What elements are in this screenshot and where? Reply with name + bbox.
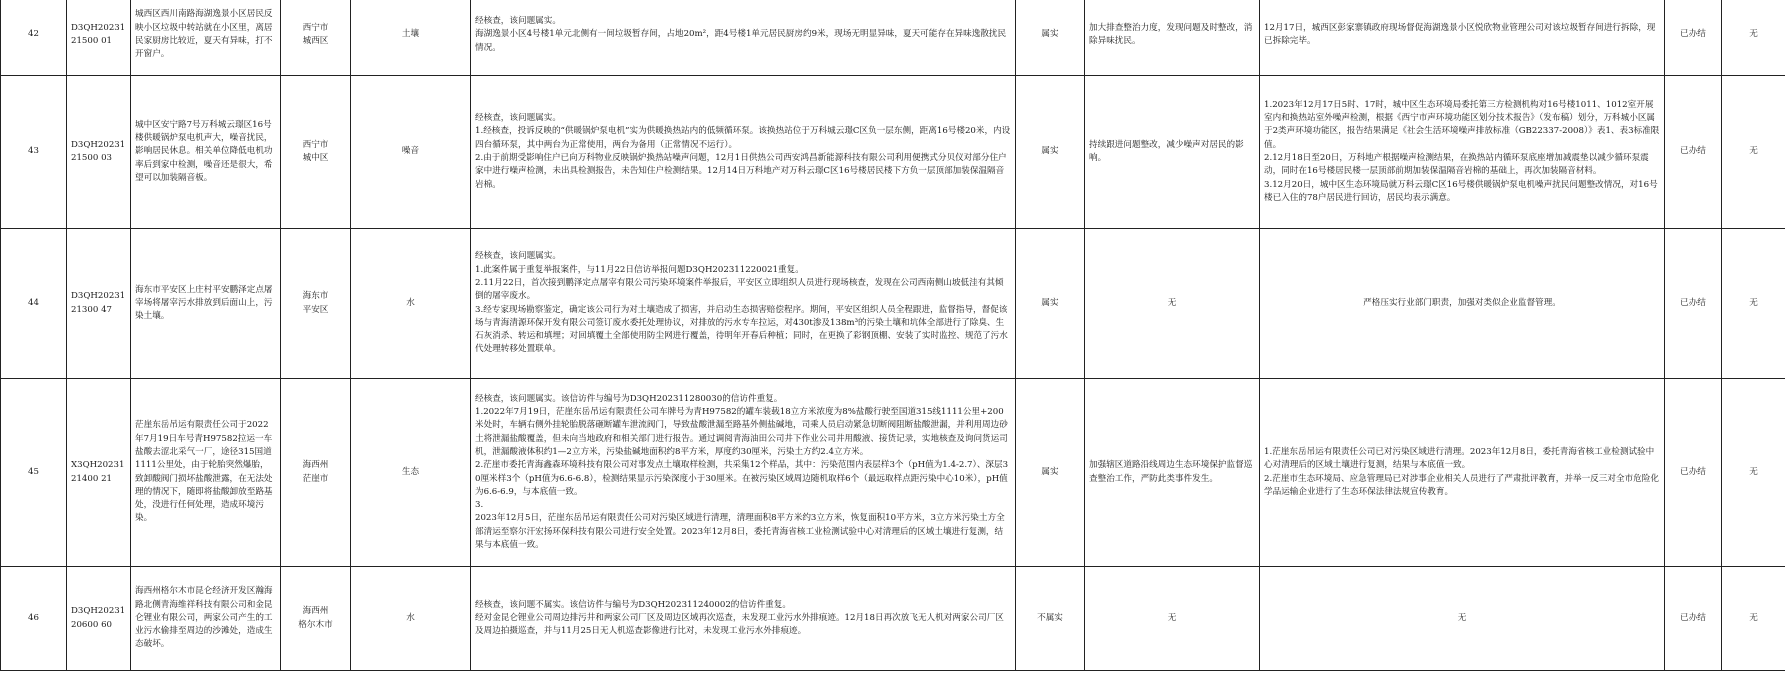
progress: 1.2023年12月17日5时、17时，城中区生态环境局委托第三方检测机构对16号楼1011、1012室开展室内和换热站室外噪声检测，根据《西宁市声环境功能区划分技术报告》（发布稿）划分，万科城小区属于2类声环境功能区，报告结果满足《社会生活环境噪声排放标准（GB22337-2008）》表1、表3标准限值。 2.12月18日至20日，万科地产根据噪声检测结果，在换热站内循环泵底座增加减震垫以减少循环泵震动，同时在16号楼居民楼一层顶部前期加装保温隔音岩棉的基础上，再次加装隔音材料。 3.12月20日，城中区生态环境局就万科云璟C区16号楼供暖锅炉泵电机噪声扰民问题整改情况，对16号楼已入住的78户居民进行回访，居民均表示满意。	[1260, 76, 1665, 229]
verdict: 属实	[1016, 76, 1085, 229]
rectification: 加大排查整治力度，发现问题及时整改，消除异味扰民。	[1085, 0, 1260, 76]
rectification: 加强辖区道路沿线周边生态环境保护监督巡查整治工作，严防此类事件发生。	[1085, 379, 1260, 567]
table-row	[1, 76, 1785, 229]
region: 海东市 平安区	[281, 229, 351, 379]
complaint-text: 茫崖东岳吊运有限责任公司于2022年7月19日车号青H97582拉运一车盐酸去涩北采气一厂，途径315国道1111公里处，由于轮胎突然爆胎，致卸酸阀门损坏盐酸泄露，在无法处理的情况下，随即将盐酸卸放至路基处，没进行任何处理，造成环境污染。	[131, 379, 281, 567]
accountability: 无	[1722, 229, 1785, 379]
complaint-text: 城西区西川南路海湖逸景小区居民反映小区垃圾中转站就在小区里，离居民家厨房比较近，夏天有异味，打不开窗户。	[131, 0, 281, 76]
rectification: 无	[1085, 229, 1260, 379]
findings: 经核查，该问题不属实。该信访件与编号为D3QH202311240002的信访件重复。 经对金昆仑锂业公司周边排污井和两家公司厂区及周边区域再次巡查，未发现工业污水外排痕迹。12月18日再次放飞无人机对两家公司厂区及周边拍摄巡查，并与11月25日无人机巡查影像进行比对，未发现工业污水外排痕迹。	[471, 567, 1016, 671]
pollution-type: 生态	[351, 379, 471, 567]
row-number: 44	[1, 229, 67, 379]
table-row	[1, 379, 1785, 567]
progress: 无	[1260, 567, 1665, 671]
progress: 12月17日，城西区彭家寨镇政府现场督促海湖逸景小区悦欣物业管理公司对该垃圾暂存间进行拆除，现已拆除完毕。	[1260, 0, 1665, 76]
pollution-type: 土壤	[351, 0, 471, 76]
complaint-text: 海西州格尔木市昆仑经济开发区瀚海路北侧青海维祥科技有限公司和金昆仑锂业有限公司，两家公司产生的工业污水偷排至周边的沙滩处，造成生态破坏。	[131, 567, 281, 671]
region: 西宁市 城中区	[281, 76, 351, 229]
complaint-text: 海东市平安区上庄村平安鹏泽定点屠宰场将屠宰污水排放到后面山上，污染土壤。	[131, 229, 281, 379]
case-code: D3QH2023120600 60	[67, 567, 131, 671]
pollution-type: 噪音	[351, 76, 471, 229]
rectification: 无	[1085, 567, 1260, 671]
rectification: 持续跟进问题整改，减少噪声对居民的影响。	[1085, 76, 1260, 229]
status: 已办结	[1665, 229, 1722, 379]
verdict: 不属实	[1016, 567, 1085, 671]
table-row	[1, 229, 1785, 379]
status: 已办结	[1665, 76, 1722, 229]
pollution-type: 水	[351, 567, 471, 671]
findings: 经核查，该问题属实。 1.此案件属于重复举报案件，与11月22日信访举报问题D3QH202311220021重复。 2.11月22日，首次接到鹏泽定点屠宰有限公司污染环境案件举报后，平安区立即组织人员进行现场核查，发现在公司西南侧山坡低洼有其倾倒的屠宰废水。 3.经专家现场勘察鉴定，确定该公司行为对土壤造成了损害，并启动生态损害赔偿程序。期间，平安区组织人员全程跟进，监督指导，督促该场与青海清源环保开发有限公司签订废水委托处理协议，对排放的污水专车拉运，对430t渗及138m³的污染土壤和坑体全部进行了除臭、生石灰消杀、转运和填埋；对回填覆土全部使用防尘网进行覆盖，待明年开春后种植；同时，在更换了彩钢顶棚、安装了实时监控、规范了污水代处理转移处置联单。	[471, 229, 1016, 379]
case-code: D3QH2023121500 01	[67, 0, 131, 76]
findings: 经核查，该问题属实。该信访件与编号为D3QH202311280030的信访件重复。 1.2022年7月19日，茫崖东岳吊运有限责任公司车牌号为青H97582的罐车装载18立方米浓度为8%盐酸行驶至国道315线1111公里+200米处时，车辆右侧外挂轮胎脱落砸断罐车泄流阀门，导致盐酸泄漏至路基外侧盐碱地，司乘人员启动紧急切断阀阻断盐酸泄漏，并利用周边砂土将泄漏盐酸覆盖，但未向当地政府和相关部门进行报告。通过调阅青海油田公司井下作业公司井用酸液、接货记录，实地核查及询问货运司机，泄漏酸液体积约1—2立方米，污染盐碱地面积约8平方米，厚度约30厘米，污染土方约2.4立方米。 2.茫崖市委托青海鑫森环境科技有限公司对事发点土壤取样检测，共采集12个样品，其中：污染范围内表层样3个（pH值为1.4-2.7）、深层30厘米样3个（pH值为6.6-6.8），检测结果显示污染深度小于30厘米。在被污染区域周边随机取样6个（最远取样点距污染中心10米），pH值为6.6-6.9，与本底值一致。 3. 2023年12月5日，茫崖东岳吊运有限责任公司对污染区域进行清理，清理面积8平方米约3立方米，恢复面积10平方米，3立方米污染土方全部清运至察尔汗宏扬环保科技有限公司进行安全处置。2023年12月8日，委托青海省核工业检测试验中心对清理后的区域土壤进行复测，结果与本底值一致。	[471, 379, 1016, 567]
complaint-text: 城中区安宁路7号万科城云璟区16号楼供暖锅炉泵电机声大，噪音扰民，影响居民休息。相关单位降低电机功率后到家中检测，噪音还是很大，希望可以加装隔音板。	[131, 76, 281, 229]
table-row	[1, 0, 1785, 76]
region: 西宁市 城西区	[281, 0, 351, 76]
status: 已办结	[1665, 567, 1722, 671]
status: 已办结	[1665, 0, 1722, 76]
table-row	[1, 567, 1785, 671]
row-number: 43	[1, 76, 67, 229]
findings: 经核查，该问题属实。 海湖逸景小区4号楼1单元北侧有一间垃圾暂存间，占地20m²，距4号楼1单元居民厨房约9米，现场无明显异味，夏天可能存在异味逸散扰民情况。	[471, 0, 1016, 76]
region: 海西州 格尔木市	[281, 567, 351, 671]
accountability: 无	[1722, 76, 1785, 229]
row-number: 45	[1, 379, 67, 567]
case-code: X3QH2023121400 21	[67, 379, 131, 567]
progress: 严格压实行业部门职责，加强对类似企业监督管理。	[1260, 229, 1665, 379]
row-number: 42	[1, 0, 67, 76]
verdict: 属实	[1016, 379, 1085, 567]
progress: 1.茫崖东岳吊运有限责任公司已对污染区域进行清理。2023年12月8日，委托青海省核工业检测试验中心对清理后的区域土壤进行复测，结果与本底值一致。 2.茫崖市生态环境局、应急管理局已对涉事企业相关人员进行了严肃批评教育，并举一反三对全市危险化学品运输企业进行了生态环保法律法规宣传教育。	[1260, 379, 1665, 567]
region: 海西州 茫崖市	[281, 379, 351, 567]
case-code: D3QH2023121300 47	[67, 229, 131, 379]
pollution-type: 水	[351, 229, 471, 379]
findings: 经核查，该问题属实。 1.经核查，投诉反映的“供暖锅炉泵电机”实为供暖换热站内的低频循环泵。该换热站位于万科城云璟C区负一层东侧，距离16号楼20米，内设四台循环泵，其中两台为正常使用，两台为备用（正常情况不运行）。 2.由于前期受影响住户已向万科物业反映锅炉换热站噪声问题，12月1日供热公司西安鸿昌新能源科技有限公司利用便携式分贝仪对部分住户家中进行噪声检测，未出具检测报告，未告知住户检测结果。12月14日万科地产对万科云璟C区16号楼居民楼下方负一层顶部加装保温隔音岩棉。	[471, 76, 1016, 229]
accountability: 无	[1722, 567, 1785, 671]
row-number: 46	[1, 567, 67, 671]
verdict: 属实	[1016, 229, 1085, 379]
accountability: 无	[1722, 379, 1785, 567]
verdict: 属实	[1016, 0, 1085, 76]
case-code: D3QH2023121500 03	[67, 76, 131, 229]
accountability: 无	[1722, 0, 1785, 76]
status: 已办结	[1665, 379, 1722, 567]
